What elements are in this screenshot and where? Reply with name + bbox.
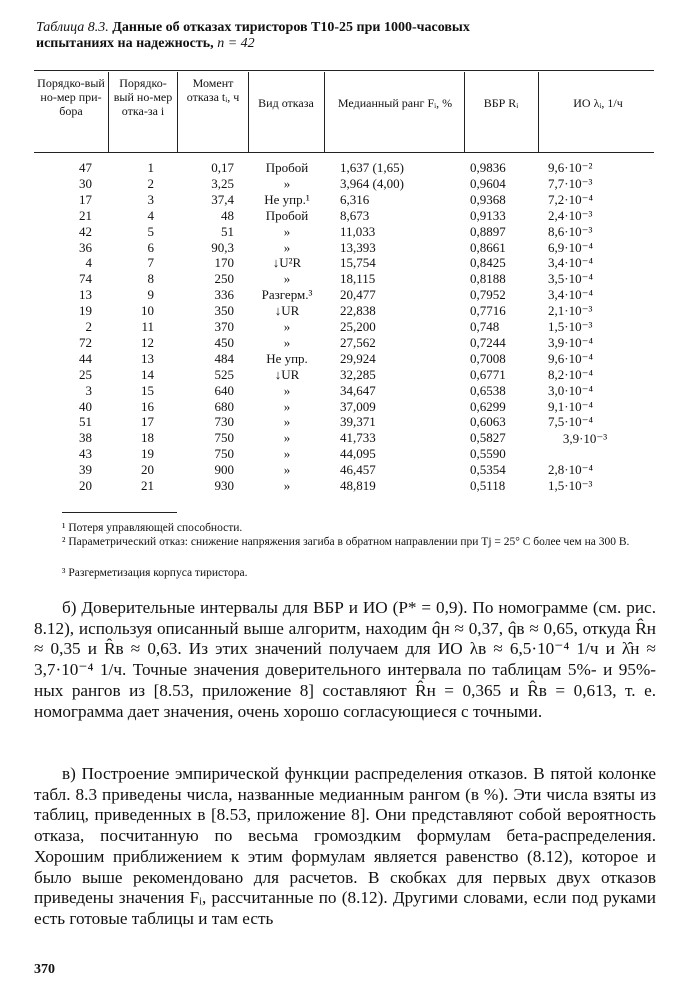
failure-rate: 2,8·10⁻⁴: [548, 462, 593, 478]
failure-rate: 3,9·10⁻⁴: [548, 334, 593, 350]
device-number: 38: [79, 430, 92, 446]
failure-rate: 2,1·10⁻³: [548, 303, 593, 319]
failure-number: 4: [147, 207, 154, 223]
failure-kind: »: [283, 334, 291, 350]
reliability: 0,5118: [470, 478, 506, 493]
header-reliability: ВБР Rᵢ: [483, 96, 519, 110]
footnote-1: ¹ Потеря управляющей способности.: [62, 522, 243, 534]
failure-rate: 6,9·10⁻⁴: [548, 239, 593, 255]
failure-number: 6: [147, 239, 154, 255]
failure-number: 12: [141, 334, 154, 350]
failure-time: 930: [214, 478, 234, 493]
failure-kind: »: [283, 430, 291, 446]
header-failure-time: Момент отказа tᵢ, ч: [186, 76, 240, 104]
reliability: 0,5354: [470, 462, 506, 478]
device-number: 21: [79, 207, 92, 223]
reliability: 0,7244: [470, 334, 506, 350]
median-rank: 46,457: [340, 462, 376, 478]
failure-number: 1: [147, 160, 154, 175]
reliability: 0,7952: [470, 287, 506, 303]
device-number: 30: [79, 175, 92, 191]
failure-time: 900: [214, 462, 234, 478]
failure-kind: »: [283, 271, 291, 287]
failure-kind: Не упр.: [266, 350, 308, 366]
failure-rate: 8,6·10⁻³: [548, 223, 593, 239]
caption-title-line1: Данные об отказах тиристоров Т10-25 при 1000-часовых: [112, 20, 470, 35]
caption-label: Таблица 8.3.: [36, 20, 109, 35]
failure-kind: ↓U²R: [272, 255, 302, 271]
header-failure-number: Порядко-вый но-мер отка-за i: [113, 76, 173, 118]
table-caption: [36, 20, 656, 52]
median-rank: 3,964 (4,00): [340, 175, 404, 191]
reliability: 0,6299: [470, 398, 506, 414]
failure-number: 11: [141, 319, 154, 334]
failure-time: 336: [214, 287, 234, 303]
median-rank: 6,316: [340, 191, 370, 207]
failure-rate: 8,2·10⁻⁴: [548, 366, 593, 382]
failure-kind: ↓UR: [274, 303, 300, 319]
median-rank: 1,637 (1,65): [340, 160, 404, 175]
median-rank: 37,009: [340, 398, 376, 414]
table-header-rule: [34, 152, 654, 153]
reliability: 0,6771: [470, 366, 506, 382]
failure-time: 90,3: [211, 239, 234, 255]
device-number: 2: [85, 319, 92, 334]
failure-number: 21: [141, 478, 154, 493]
header-median-rank: Медианный ранг Fᵢ, %: [337, 96, 453, 110]
failure-kind: »: [283, 462, 291, 478]
table-top-rule: [34, 70, 654, 71]
median-rank: 44,095: [340, 446, 376, 462]
failure-time: 0,17: [211, 160, 234, 175]
reliability: 0,7008: [470, 350, 506, 366]
failure-time: 370: [214, 319, 234, 334]
failure-kind: »: [283, 382, 291, 398]
failure-rate: 3,5·10⁻⁴: [548, 271, 593, 287]
failure-rate: 9,6·10⁻²: [548, 160, 593, 175]
device-number: 43: [79, 446, 92, 462]
failure-rate: 3,4·10⁻⁴: [548, 287, 593, 303]
median-rank: 41,733: [340, 430, 376, 446]
failure-time: 37,4: [211, 191, 234, 207]
reliability: 0,7716: [470, 303, 506, 319]
median-rank: 34,647: [340, 382, 376, 398]
reliability: 0,6063: [470, 414, 506, 430]
device-number: 17: [79, 191, 92, 207]
median-rank: 25,200: [340, 319, 376, 334]
failure-time: 525: [214, 366, 234, 382]
reliability: 0,9133: [470, 207, 506, 223]
failure-number: 8: [147, 271, 154, 287]
failure-rate: 7,7·10⁻³: [548, 175, 593, 191]
failure-kind: Пробой: [265, 207, 309, 223]
reliability: 0,8188: [470, 271, 506, 287]
median-rank: 11,033: [340, 223, 376, 239]
reliability: 0,8425: [470, 255, 506, 271]
reliability: 0,8897: [470, 223, 506, 239]
reliability: 0,5590: [470, 446, 506, 462]
failure-number: 19: [141, 446, 154, 462]
col-separator: [248, 72, 249, 152]
reliability: 0,8661: [470, 239, 506, 255]
failure-kind: »: [283, 478, 291, 493]
failure-kind: »: [283, 398, 291, 414]
col-separator: [324, 72, 325, 152]
failure-kind: »: [283, 446, 291, 462]
failure-rate: 1,5·10⁻³: [548, 478, 593, 493]
footnote-rule: [62, 512, 177, 513]
failure-number: 15: [141, 382, 154, 398]
reliability: 0,9368: [470, 191, 506, 207]
device-number: 20: [79, 478, 92, 493]
median-rank: 29,924: [340, 350, 376, 366]
failure-kind: »: [283, 175, 291, 191]
failure-rate: 2,4·10⁻³: [548, 207, 593, 223]
failure-rate: 1,5·10⁻³: [548, 319, 593, 334]
reliability: 0,9604: [470, 175, 506, 191]
failure-number: 5: [147, 223, 154, 239]
device-number: 4: [85, 255, 92, 271]
failure-number: 2: [147, 175, 154, 191]
reliability: 0,9836: [470, 160, 506, 175]
device-number: 25: [79, 366, 92, 382]
caption-n: n = 42: [217, 36, 255, 51]
failure-number: 10: [141, 303, 154, 319]
page-number: 370: [34, 962, 55, 977]
failure-time: 484: [214, 350, 234, 366]
caption-title-line2: испытаниях на надежность,: [36, 36, 214, 51]
failure-kind: »: [283, 239, 291, 255]
device-number: 39: [79, 462, 92, 478]
failure-number: 16: [141, 398, 154, 414]
median-rank: 32,285: [340, 366, 376, 382]
failure-time: 750: [214, 430, 234, 446]
footnote-2: ² Параметрический отказ: снижение напряжения загиба в обратном направлении при Tj = 25° С более чем на 300 В.: [62, 536, 630, 548]
failure-kind: ↓UR: [274, 366, 300, 382]
failure-rate: 3,4·10⁻⁴: [548, 255, 593, 271]
device-number: 13: [79, 287, 92, 303]
device-number: 51: [79, 414, 92, 430]
failure-kind: Разгерм.³: [261, 287, 313, 303]
device-number: 72: [79, 334, 92, 350]
failure-rate: 7,5·10⁻⁴: [548, 414, 593, 430]
failure-time: 170: [214, 255, 234, 271]
failure-number: 14: [141, 366, 154, 382]
device-number: 44: [79, 350, 92, 366]
median-rank: 22,838: [340, 303, 376, 319]
failure-rate: 7,2·10⁻⁴: [548, 191, 593, 207]
device-number: 36: [79, 239, 92, 255]
failure-number: 17: [141, 414, 154, 430]
median-rank: 48,819: [340, 478, 376, 493]
header-failure-rate: ИО λᵢ, 1/ч: [573, 96, 623, 110]
device-number: 42: [79, 223, 92, 239]
failure-time: 730: [214, 414, 234, 430]
col-separator: [177, 72, 178, 152]
device-number: 47: [79, 160, 92, 175]
failure-kind: »: [283, 414, 291, 430]
failure-number: 9: [147, 287, 154, 303]
merged-failure-rate: 3,9·10⁻³: [562, 431, 608, 446]
failure-number: 13: [141, 350, 154, 366]
footnote-3: ³ Разгерметизация корпуса тиристора.: [62, 567, 248, 579]
reliability: 0,5827: [470, 430, 506, 446]
failure-time: 48: [221, 207, 234, 223]
failure-number: 18: [141, 430, 154, 446]
paragraph-confidence-intervals: б) Доверительные интервалы для ВБР и ИО (P* = 0,9). По номограмме (см. рис. 8.12), используя описанный выше алгоритм, находим q̂н ≈ 0,37, q̂в ≈ 0,65, откуда R̂н ≈ 0,35 и R̂в ≈ 0,63. Из этих значений получаем для ИО λв ≈ 6,5·10⁻⁴ 1/ч и λ̂н ≈ 3,7·10⁻⁴ 1/ч. Точные значения доверительного интервала по таблицам 5%- и 95%-ных рангов из [8.53, приложение 8] составляют R̂н = 0,365 и R̂в = 0,613, т. е. номограмма дает значения, очень хорошо согласующиеся с точными.: [34, 598, 656, 721]
failure-time: 3,25: [211, 175, 234, 191]
failure-kind: Не упр.¹: [264, 191, 310, 207]
failure-time: 750: [214, 446, 234, 462]
median-rank: 18,115: [340, 271, 376, 287]
failure-time: 350: [214, 303, 234, 319]
failure-number: 20: [141, 462, 154, 478]
failure-number: 3: [147, 191, 154, 207]
median-rank: 15,754: [340, 255, 376, 271]
col-separator: [464, 72, 465, 152]
failure-rate: 9,6·10⁻⁴: [548, 350, 593, 366]
failure-time: 250: [214, 271, 234, 287]
col-separator: [538, 72, 539, 152]
header-failure-kind: Вид отказа: [258, 96, 314, 110]
failure-rate: 3,0·10⁻⁴: [548, 382, 593, 398]
median-rank: 8,673: [340, 207, 370, 223]
median-rank: 13,393: [340, 239, 376, 255]
col-separator: [108, 72, 109, 152]
device-number: 40: [79, 398, 92, 414]
failure-number: 7: [147, 255, 154, 271]
failure-kind: Пробой: [265, 160, 309, 175]
median-rank: 39,371: [340, 414, 376, 430]
paragraph-empirical-distribution: в) Построение эмпирической функции распределения отказов. В пятой колонке табл. 8.3 приведены числа, названные медианным рангом (в %). Эти числа взяты из таблиц, приведенных в [8.53, приложение 8]. Они представляют собой вероятность отказа, посчитанную по весьма громоздким формулам бета-распределения. Хорошим приближением к этим формулам является равенство (8.12), которое и было выше рекомендовано для расчетов. В скобках для первых двух отказов приведены значения Fᵢ, рассчитанные по (8.12). Другими словами, если под руками есть готовые таблицы и там есть: [34, 764, 656, 928]
device-number: 74: [79, 271, 92, 287]
header-device-number: Порядко-вый но-мер при-бора: [37, 76, 105, 118]
failure-kind: »: [283, 319, 291, 334]
device-number: 3: [85, 382, 92, 398]
failure-time: 640: [214, 382, 234, 398]
failure-rate: 9,1·10⁻⁴: [548, 398, 593, 414]
reliability: 0,748: [470, 319, 500, 334]
reliability: 0,6538: [470, 382, 506, 398]
failure-time: 450: [214, 334, 234, 350]
device-number: 19: [79, 303, 92, 319]
failure-time: 51: [221, 223, 234, 239]
median-rank: 20,477: [340, 287, 376, 303]
failure-time: 680: [214, 398, 234, 414]
median-rank: 27,562: [340, 334, 376, 350]
failure-kind: »: [283, 223, 291, 239]
